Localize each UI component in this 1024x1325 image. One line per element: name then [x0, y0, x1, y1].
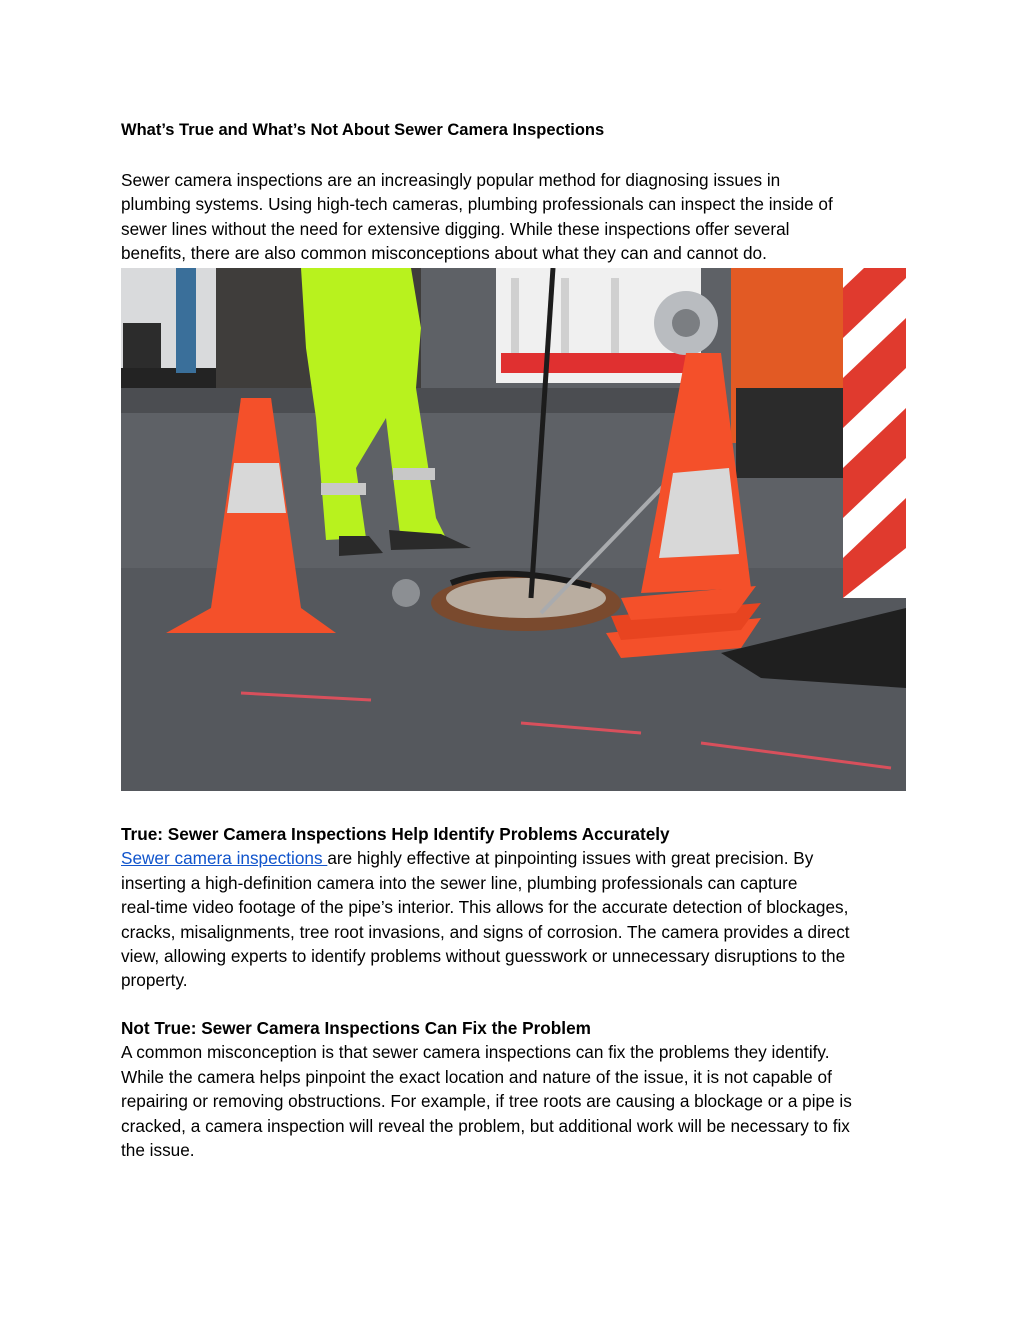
section-line-text: are highly effective at pinpointing issues with great precision. By — [327, 848, 814, 869]
section-line: view, allowing experts to identify problems without guesswork or unnecessary disruptions to the — [121, 946, 846, 967]
section-line: repairing or removing obstructions. For example, if tree roots are causing a blockage or a pipe is — [121, 1091, 852, 1112]
intro-paragraph — [121, 168, 911, 266]
section-line: property. — [121, 970, 188, 991]
intro-line: Sewer camera inspections are an increasingly popular method for diagnosing issues in — [121, 170, 781, 190]
section-heading: True: Sewer Camera Inspections Help Identify Problems Accurately — [121, 824, 670, 844]
intro-line: sewer lines without the need for extensive digging. While these inspections offer several — [121, 218, 790, 239]
section-line: cracks, misalignments, tree root invasions, and signs of corrosion. The camera provides a direct — [121, 921, 850, 942]
sewer-camera-inspections-link[interactable]: Sewer camera inspections — [121, 848, 328, 869]
section-line: A common misconception is that sewer camera inspections can fix the problems they identify. — [121, 1042, 830, 1063]
intro-line: plumbing systems. Using high-tech cameras, plumbing professionals can inspect the inside of — [121, 194, 833, 215]
section-line: cracked, a camera inspection will reveal the problem, but additional work will be necessary to fix — [121, 1115, 850, 1136]
section-line — [121, 846, 911, 870]
section-line: real-time video footage of the pipe’s interior. This allows for the accurate detection of blockages, — [121, 897, 849, 918]
section-line: the issue. — [121, 1140, 195, 1161]
sewer-inspection-photo — [121, 268, 906, 791]
document-title: What’s True and What’s Not About Sewer Camera Inspections — [121, 121, 605, 139]
section-heading: Not True: Sewer Camera Inspections Can Fix the Problem — [121, 1018, 591, 1038]
section-not-true — [121, 1016, 911, 1162]
section-true — [121, 822, 911, 993]
section-line: While the camera helps pinpoint the exact location and nature of the issue, it is not capable of — [121, 1066, 832, 1087]
intro-line: benefits, there are also common misconceptions about what they can and cannot do. — [121, 243, 767, 264]
section-line: inserting a high-definition camera into the sewer line, plumbing professionals can capture — [121, 872, 798, 893]
